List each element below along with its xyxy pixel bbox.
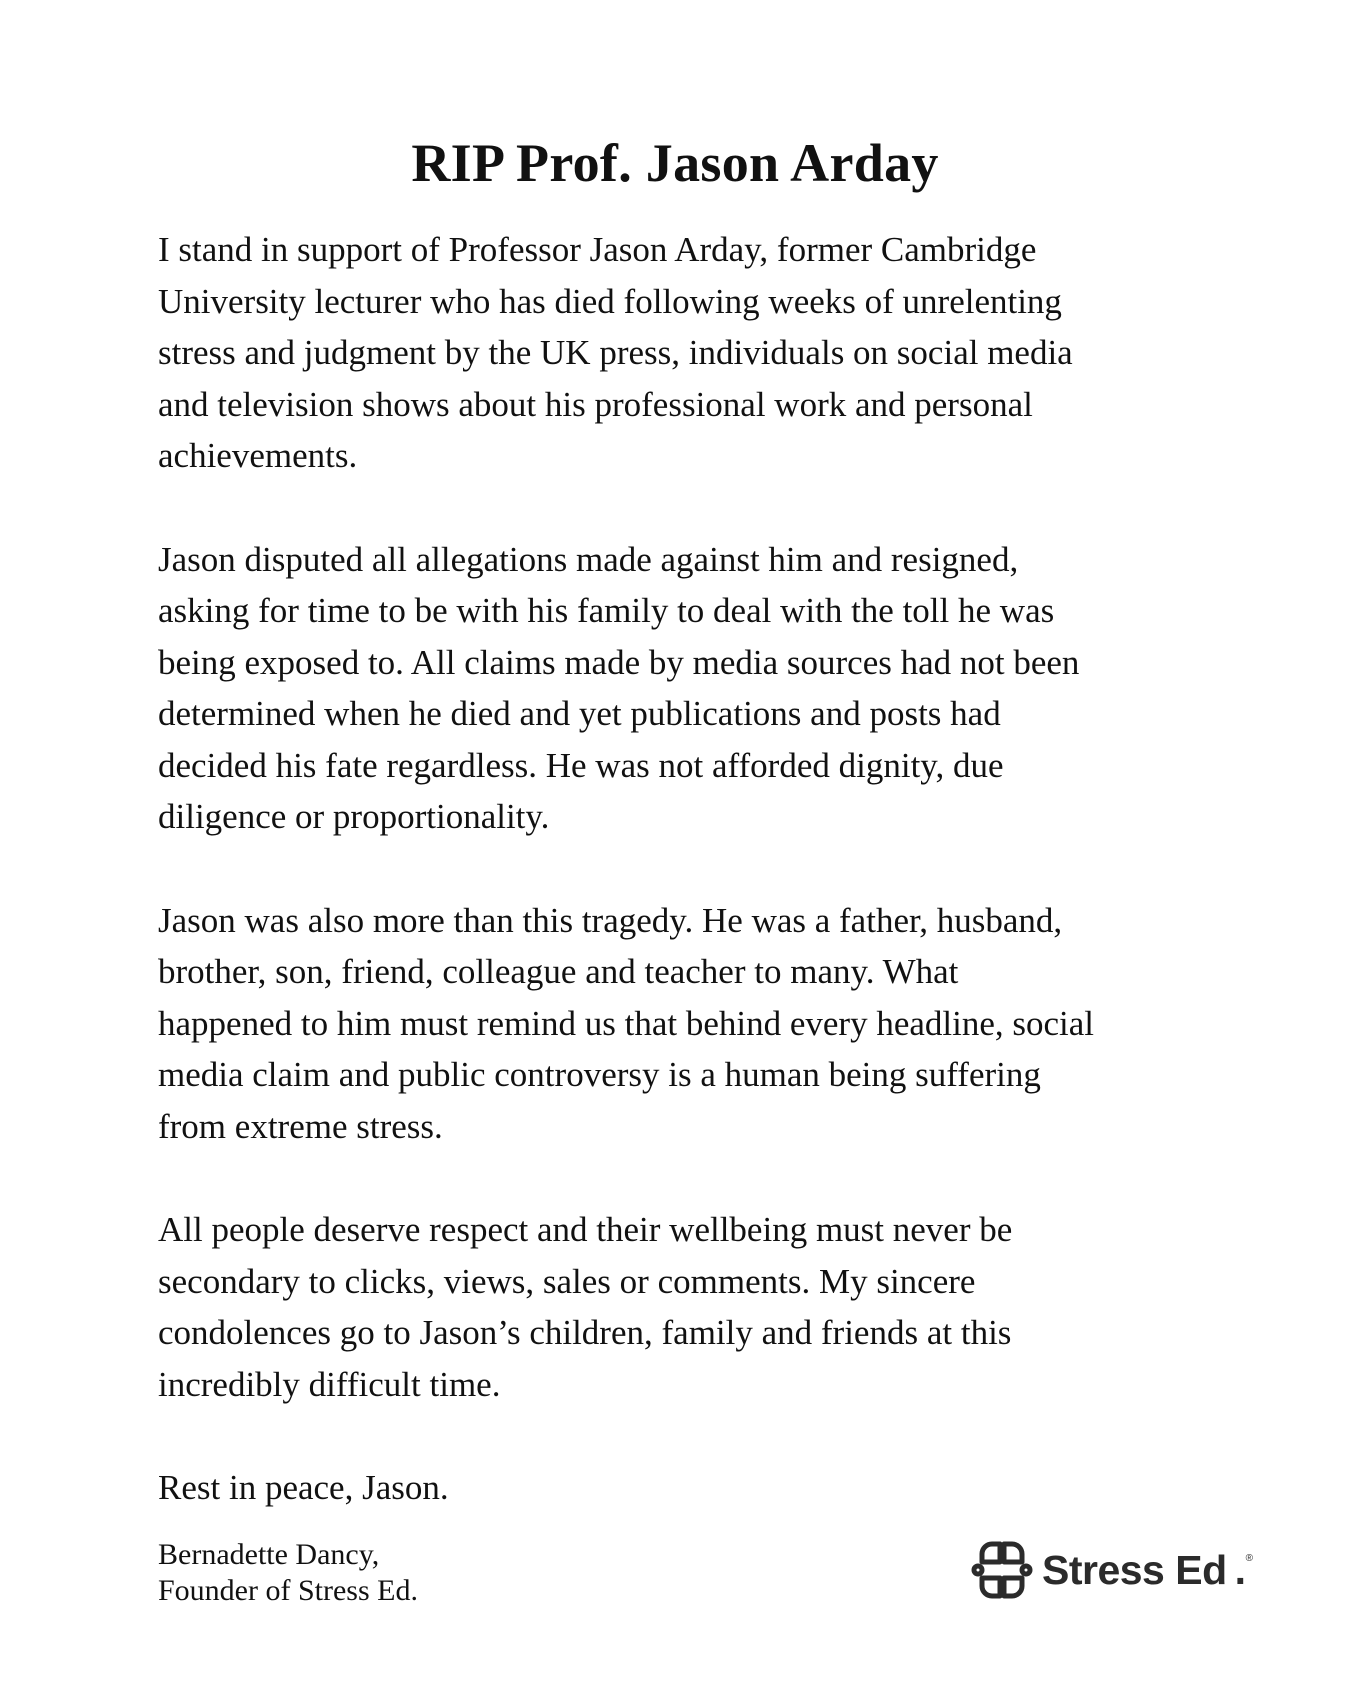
signature-name: Bernadette Dancy, (158, 1538, 380, 1571)
stress-ed-logo-text: Stress Ed (1042, 1546, 1227, 1593)
statement-body (158, 224, 1238, 1462)
paragraph-1: I stand in support of Professor Jason Arday, former Cambridge University lecturer who has died following weeks of unrelenting stress and judgment by the UK press, individuals on social media and television shows about his professional work and personal achievements. (158, 230, 1073, 475)
stress-ed-logo: Stress Ed . ® (970, 1538, 1253, 1602)
signature-block (158, 1537, 418, 1609)
stress-ed-logo-icon (970, 1538, 1034, 1602)
page-title: RIP Prof. Jason Arday (411, 133, 939, 193)
paragraph-2: Jason disputed all allegations made against him and resigned, asking for time to be with his family to deal with the toll he was being exposed to. All claims made by media sources had not been determined when he died and yet publications and posts had decided his fate regardless. He was not afforded dignity, due diligence or proportionality. (158, 539, 1080, 836)
paragraph-3: Jason was also more than this tragedy. He was a father, husband, brother, son, friend, colleague and teacher to many. What happened to him must remind us that behind every headline, social media claim and public controversy is a human being suffering from extreme stress. (158, 900, 1095, 1146)
signature-role: Founder of Stress Ed. (158, 1574, 418, 1607)
paragraph-4: All people deserve respect and their wellbeing must never be secondary to clicks, views, sales or comments. My sincere condolences go to Jason’s children, family and friends at this incredibly difficult time. (158, 1210, 1013, 1404)
trademark-mark: ® (1245, 1552, 1253, 1564)
closing-line: Rest in peace, Jason. (158, 1468, 449, 1507)
